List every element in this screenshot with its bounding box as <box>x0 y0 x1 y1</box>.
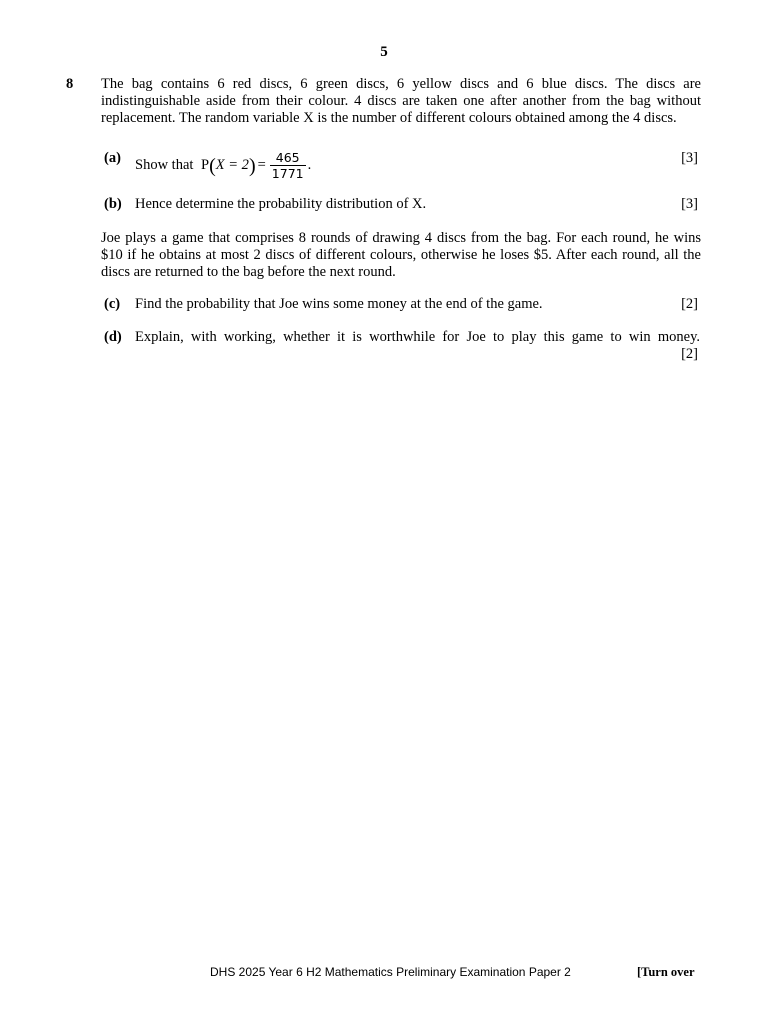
math-period: . <box>307 157 312 173</box>
part-a-marks: [3] <box>681 150 698 166</box>
question-intro: The bag contains 6 red discs, 6 green discs, 6 yellow discs and 6 blue discs. The discs are indistinguishable aside from their colour. 4 discs are taken one after another from the bag without replacement. The random variable X is the number of different colours obtained among the 4 discs. <box>101 76 701 126</box>
part-c-text: Find the probability that Joe wins some money at the end of the game. <box>135 296 543 312</box>
part-d-label: (d) <box>104 329 122 345</box>
page-number: 5 <box>380 44 388 60</box>
game-description: Joe plays a game that comprises 8 rounds of drawing 4 discs from the bag. For each round, he wins $10 if he obtains at most 2 discs of different colours, otherwise he loses $5. After each round, all the discs are returned to the bag before the next round. <box>101 230 701 280</box>
part-b-label: (b) <box>104 196 122 212</box>
math-variable: X = 2 <box>215 157 249 173</box>
math-open-paren: ( <box>209 154 216 177</box>
fraction-denominator: 1771 <box>271 166 304 181</box>
part-c-label: (c) <box>104 296 121 312</box>
part-a-prompt: Show that <box>135 156 194 173</box>
fraction <box>270 150 306 181</box>
part-a <box>104 150 700 180</box>
math-close-paren: ) <box>248 154 256 177</box>
turn-over-label: [Turn over <box>637 965 695 979</box>
part-a-text <box>135 150 700 181</box>
part-a-label: (a) <box>104 150 121 166</box>
math-p: P <box>201 157 210 173</box>
part-b-marks: [3] <box>681 196 698 212</box>
probability-expression <box>201 150 311 181</box>
part-c-marks: [2] <box>681 296 698 312</box>
part-d-marks: [2] <box>681 346 698 362</box>
fraction-numerator: 465 <box>275 150 300 165</box>
math-equals: = <box>257 157 266 173</box>
question-number: 8 <box>66 76 74 92</box>
part-b-text: Hence determine the probability distribution of X. <box>135 196 427 212</box>
footer-title: DHS 2025 Year 6 H2 Mathematics Preliminary Examination Paper 2 <box>210 965 571 979</box>
part-d-text: Explain, with working, whether it is worthwhile for Joe to play this game to win money. <box>135 329 700 345</box>
